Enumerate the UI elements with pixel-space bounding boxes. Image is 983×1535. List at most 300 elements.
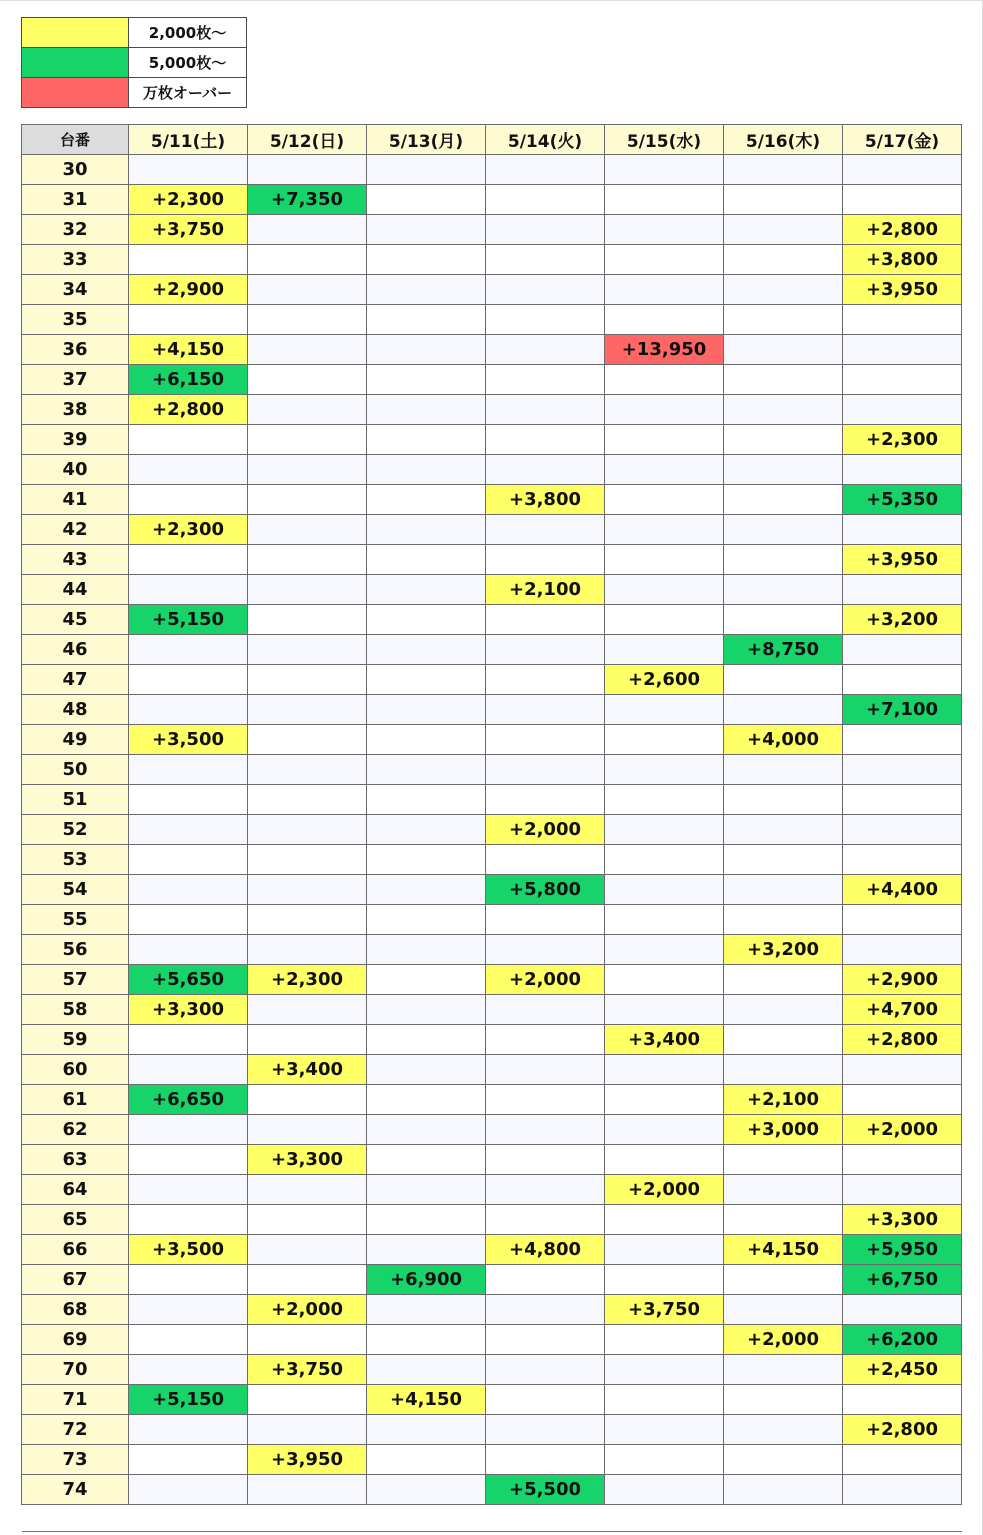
result-cell [605,695,724,725]
table-row [22,1235,962,1265]
result-cell [724,545,843,575]
unit-number-cell: 69 [22,1325,129,1355]
result-cell: +2,800 [843,215,962,245]
result-cell [367,935,486,965]
result-cell [843,515,962,545]
result-cell [129,665,248,695]
result-cell: +4,800 [486,1235,605,1265]
result-cell: +3,800 [486,485,605,515]
result-cell: +13,950 [605,335,724,365]
result-cell [367,875,486,905]
result-cell [367,335,486,365]
result-cell [248,1115,367,1145]
result-cell [367,1085,486,1115]
result-cell: +8,750 [724,635,843,665]
result-cell [129,635,248,665]
table-row [22,1385,962,1415]
result-cell [129,245,248,275]
result-cell: +2,800 [129,395,248,425]
result-cell: +3,000 [724,1115,843,1145]
result-cell [367,605,486,635]
result-cell [724,785,843,815]
unit-number-cell: 54 [22,875,129,905]
result-cell: +2,300 [129,515,248,545]
result-cell: +4,150 [724,1235,843,1265]
unit-number-cell: 46 [22,635,129,665]
result-cell [724,1355,843,1385]
unit-number-cell: 60 [22,1055,129,1085]
table-row [22,1415,962,1445]
result-cell [129,425,248,455]
result-cell [843,305,962,335]
result-cell [129,575,248,605]
result-cell [605,605,724,635]
result-cell [129,1145,248,1175]
result-cell [724,995,843,1025]
result-cell [248,245,367,275]
result-cell: +5,950 [843,1235,962,1265]
result-cell: +2,800 [843,1025,962,1055]
table-row [22,575,962,605]
result-cell [367,1325,486,1355]
result-cell [129,1265,248,1295]
result-cell [843,665,962,695]
unit-number-cell: 52 [22,815,129,845]
result-cell [486,395,605,425]
result-cell: +2,000 [486,965,605,995]
result-cell [724,1445,843,1475]
result-cell: +2,300 [843,425,962,455]
result-cell: +6,750 [843,1265,962,1295]
unit-number-cell: 74 [22,1475,129,1505]
result-cell [248,845,367,875]
result-cell: +7,100 [843,695,962,725]
table-row [22,395,962,425]
result-cell [724,575,843,605]
table-row [22,635,962,665]
result-cell [486,1055,605,1085]
result-cell [486,1115,605,1145]
result-cell [486,1295,605,1325]
result-cell: +2,900 [843,965,962,995]
result-cell: +3,400 [605,1025,724,1055]
result-cell [486,605,605,635]
result-cell [129,935,248,965]
date-header: 5/14(火) [486,125,605,155]
result-cell [605,845,724,875]
result-cell: +2,100 [724,1085,843,1115]
result-cell [843,635,962,665]
unit-number-cell: 44 [22,575,129,605]
result-cell [367,905,486,935]
result-cell: +6,900 [367,1265,486,1295]
result-cell: +2,900 [129,275,248,305]
result-cell [367,245,486,275]
result-cell [248,365,367,395]
result-cell [486,1205,605,1235]
result-cell [129,785,248,815]
result-cell [605,215,724,245]
result-cell [724,695,843,725]
result-cell: +5,650 [129,965,248,995]
result-cell [843,1445,962,1475]
result-cell [367,155,486,185]
result-cell: +5,350 [843,485,962,515]
result-cell [248,455,367,485]
unit-number-cell: 68 [22,1295,129,1325]
result-cell: +3,500 [129,725,248,755]
result-cell [605,725,724,755]
result-cell [724,1265,843,1295]
result-cell: +4,000 [724,725,843,755]
table-row [22,1295,962,1325]
result-cell [486,785,605,815]
result-cell [605,365,724,395]
result-cell [367,1115,486,1145]
result-cell [129,545,248,575]
result-cell [248,305,367,335]
result-cell [605,155,724,185]
legend-swatch-yellow [22,18,129,48]
result-cell [486,155,605,185]
result-cell [367,1445,486,1475]
result-cell [843,1385,962,1415]
result-cell [367,785,486,815]
result-cell [367,1295,486,1325]
result-cell [605,905,724,935]
result-cell [724,965,843,995]
table-row [22,1025,962,1055]
result-cell: +3,950 [843,275,962,305]
unit-number-cell: 34 [22,275,129,305]
legend-label-10000: 万枚オーバー [129,78,247,108]
unit-number-cell: 67 [22,1265,129,1295]
result-cell [724,395,843,425]
result-cell [129,1025,248,1055]
result-cell [724,905,843,935]
result-cell [367,545,486,575]
result-cell [724,1475,843,1505]
table-row [22,365,962,395]
result-cell [605,305,724,335]
result-cell [605,515,724,545]
result-cell [843,455,962,485]
result-cell [724,275,843,305]
result-cell [248,935,367,965]
result-cell [486,695,605,725]
result-cell [486,845,605,875]
result-cell: +2,100 [486,575,605,605]
result-cell [367,395,486,425]
result-cell [129,815,248,845]
unit-number-cell: 64 [22,1175,129,1205]
result-cell [843,905,962,935]
table-row [22,725,962,755]
top-border-line [0,0,983,1]
results-table-body [22,155,962,1505]
result-cell [367,965,486,995]
table-row [22,755,962,785]
result-cell [367,305,486,335]
result-cell [129,755,248,785]
table-row [22,455,962,485]
result-cell [367,215,486,245]
unit-number-cell: 47 [22,665,129,695]
result-cell [843,185,962,215]
color-legend [21,17,247,108]
header-row [22,125,962,155]
result-cell [129,1475,248,1505]
result-cell [248,875,367,905]
result-cell: +3,500 [129,1235,248,1265]
result-cell [605,1325,724,1355]
result-cell: +3,750 [129,215,248,245]
unit-number-cell: 65 [22,1205,129,1235]
result-cell: +4,150 [129,335,248,365]
result-cell: +2,000 [486,815,605,845]
result-cell [843,755,962,785]
result-cell [843,785,962,815]
result-cell [367,455,486,485]
result-cell [248,215,367,245]
unit-number-cell: 50 [22,755,129,785]
table-row [22,1115,962,1145]
result-cell: +2,000 [843,1115,962,1145]
result-cell: +3,950 [248,1445,367,1475]
result-cell [248,485,367,515]
result-cell [843,1295,962,1325]
result-cell: +3,750 [605,1295,724,1325]
result-cell: +3,750 [248,1355,367,1385]
result-cell [367,1235,486,1265]
result-cell [724,665,843,695]
table-row [22,1445,962,1475]
result-cell [486,1355,605,1385]
result-cell [248,395,367,425]
result-cell [367,1355,486,1385]
result-cell [843,845,962,875]
result-cell [367,515,486,545]
result-cell [605,1055,724,1085]
result-cell [367,485,486,515]
result-cell [605,965,724,995]
result-cell [605,185,724,215]
result-cell: +5,800 [486,875,605,905]
result-cell [486,365,605,395]
result-cell [129,1415,248,1445]
result-cell [486,185,605,215]
result-cell [486,1025,605,1055]
result-cell [724,335,843,365]
table-row [22,425,962,455]
result-cell [367,1175,486,1205]
table-row [22,245,962,275]
result-cell [367,1475,486,1505]
legend-row-5000 [22,48,247,78]
result-cell [724,515,843,545]
table-row [22,1145,962,1175]
result-cell: +6,150 [129,365,248,395]
result-cell [605,1205,724,1235]
result-cell [248,515,367,545]
result-cell [843,395,962,425]
result-cell [367,1145,486,1175]
table-row [22,335,962,365]
result-cell [129,1325,248,1355]
result-cell [605,1115,724,1145]
result-cell [724,1145,843,1175]
unit-number-cell: 71 [22,1385,129,1415]
table-row [22,185,962,215]
result-cell [724,155,843,185]
result-cell [724,185,843,215]
unit-number-cell: 49 [22,725,129,755]
table-row [22,1175,962,1205]
result-cell [367,695,486,725]
table-row [22,305,962,335]
results-table [21,124,962,1505]
table-row [22,155,962,185]
unit-number-cell: 53 [22,845,129,875]
table-row [22,905,962,935]
result-cell [248,605,367,635]
result-cell [129,905,248,935]
result-cell [724,1055,843,1085]
result-cell [486,905,605,935]
result-cell [248,755,367,785]
result-cell: +6,200 [843,1325,962,1355]
result-cell [486,1175,605,1205]
table-row [22,1085,962,1115]
unit-number-cell: 51 [22,785,129,815]
result-cell [486,1325,605,1355]
result-cell: +2,000 [724,1325,843,1355]
legend-label-5000: 5,000枚～ [129,48,247,78]
table-row [22,815,962,845]
unit-number-cell: 32 [22,215,129,245]
result-cell [248,995,367,1025]
date-header: 5/16(木) [724,125,843,155]
result-cell [486,425,605,455]
result-cell [724,1025,843,1055]
result-cell [605,1355,724,1385]
result-cell: +3,300 [248,1145,367,1175]
result-cell [129,1205,248,1235]
result-cell [605,245,724,275]
unit-number-cell: 30 [22,155,129,185]
result-cell [129,845,248,875]
unit-number-cell: 43 [22,545,129,575]
result-cell [367,365,486,395]
result-cell [605,1145,724,1175]
result-cell [248,1385,367,1415]
result-cell [724,845,843,875]
result-cell [486,1145,605,1175]
result-cell [724,1205,843,1235]
result-cell [724,875,843,905]
result-cell [129,1445,248,1475]
result-cell [248,275,367,305]
result-cell [605,425,724,455]
result-cell [843,1055,962,1085]
result-cell [486,545,605,575]
legend-label-2000: 2,000枚～ [129,18,247,48]
unit-number-cell: 55 [22,905,129,935]
unit-number-cell: 33 [22,245,129,275]
result-cell [129,1295,248,1325]
result-cell [605,1085,724,1115]
table-row [22,935,962,965]
legend-swatch-green [22,48,129,78]
result-cell [724,425,843,455]
result-cell: +6,650 [129,1085,248,1115]
result-cell [605,1235,724,1265]
result-cell [724,485,843,515]
table-row [22,275,962,305]
result-cell [843,1145,962,1175]
result-cell [248,575,367,605]
result-cell [486,1085,605,1115]
result-cell: +5,150 [129,1385,248,1415]
result-cell [367,1415,486,1445]
table-row [22,1325,962,1355]
result-cell [724,245,843,275]
result-cell [248,155,367,185]
result-cell [129,455,248,485]
result-cell [248,1025,367,1055]
date-header: 5/11(土) [129,125,248,155]
unit-number-cell: 63 [22,1145,129,1175]
result-cell [605,1265,724,1295]
result-cell [367,1205,486,1235]
result-cell [724,1175,843,1205]
result-cell [486,1265,605,1295]
unit-number-cell: 38 [22,395,129,425]
result-cell [843,575,962,605]
result-cell [605,995,724,1025]
result-cell [248,1085,367,1115]
result-cell [605,1475,724,1505]
result-cell [486,935,605,965]
unit-number-cell: 73 [22,1445,129,1475]
result-cell [843,815,962,845]
unit-number-cell: 39 [22,425,129,455]
result-cell [367,275,486,305]
result-cell [129,155,248,185]
unit-number-cell: 58 [22,995,129,1025]
bottom-border-line [22,1531,962,1532]
unit-number-cell: 42 [22,515,129,545]
unit-number-cell: 59 [22,1025,129,1055]
result-cell [367,755,486,785]
result-cell [129,1355,248,1385]
result-cell: +5,150 [129,605,248,635]
result-cell [486,755,605,785]
result-cell [486,1385,605,1415]
result-cell [486,635,605,665]
unit-number-cell: 62 [22,1115,129,1145]
result-cell [248,785,367,815]
result-cell [367,1025,486,1055]
table-row [22,695,962,725]
result-cell [486,215,605,245]
result-cell [843,1475,962,1505]
date-header: 5/15(水) [605,125,724,155]
result-cell [605,935,724,965]
result-cell: +2,450 [843,1355,962,1385]
table-row [22,515,962,545]
result-cell: +5,500 [486,1475,605,1505]
